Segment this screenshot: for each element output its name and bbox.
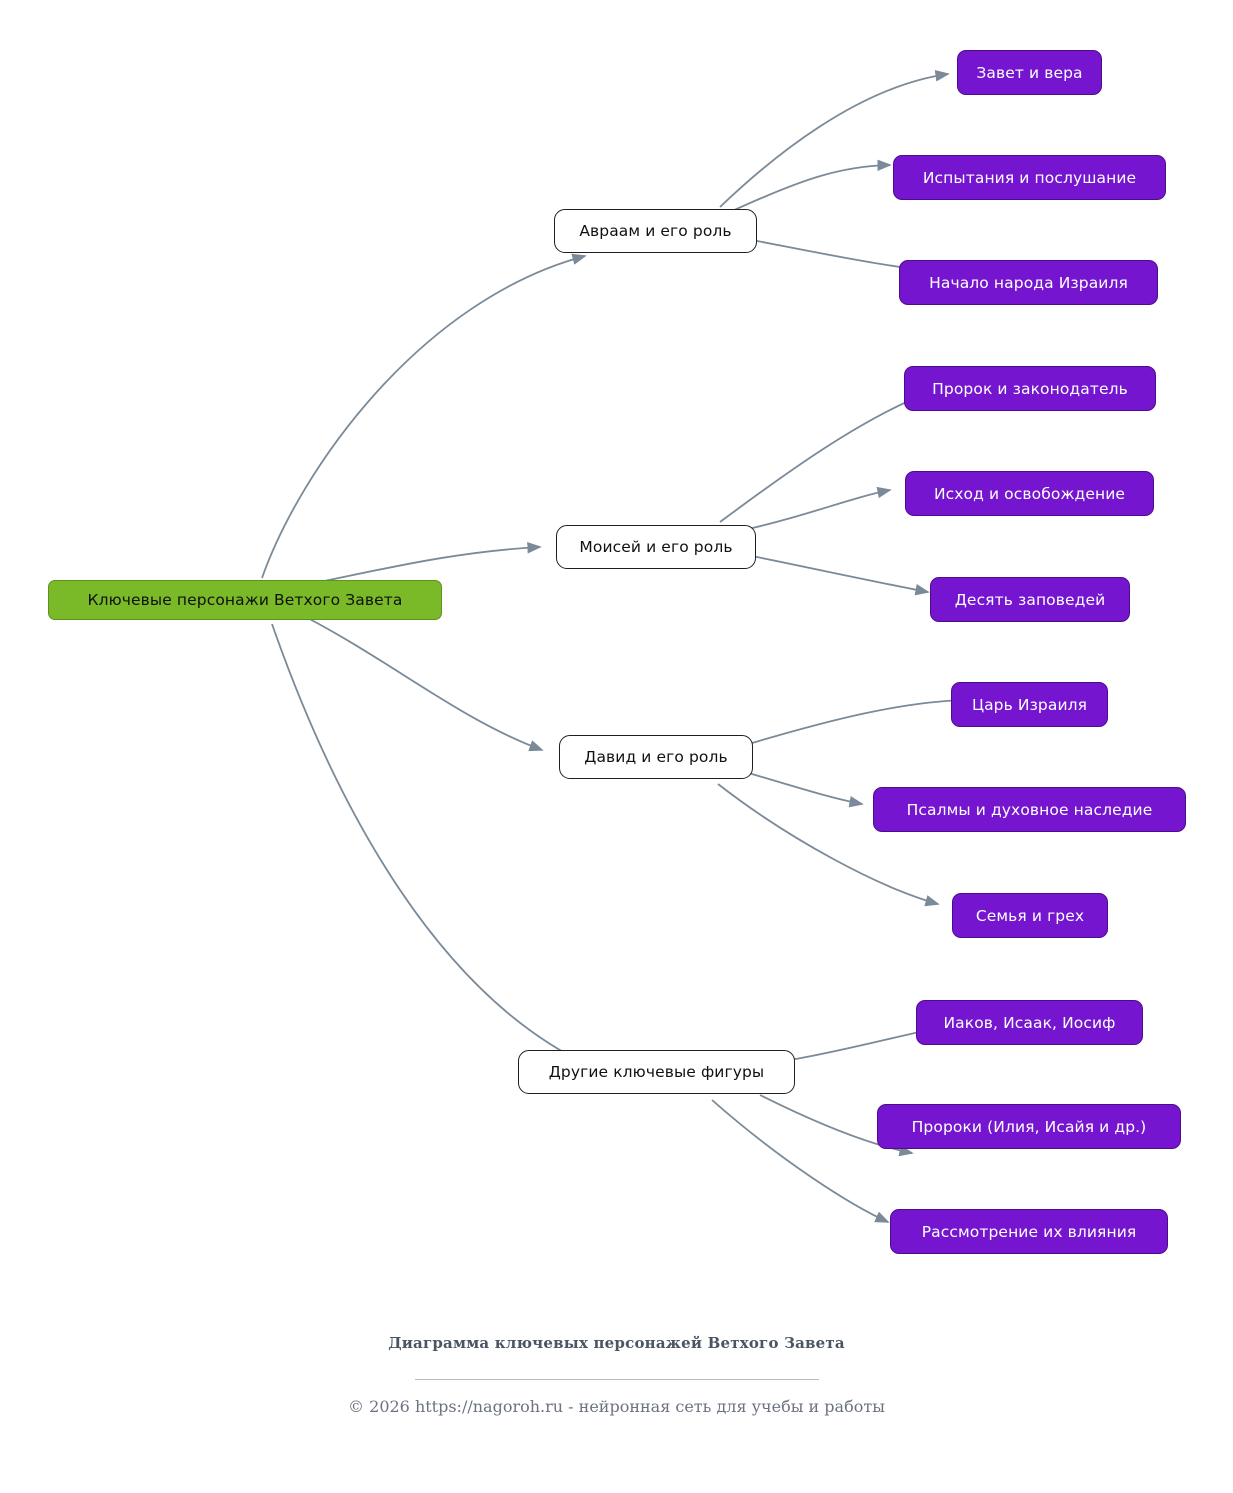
node-leaf-prophets[interactable] [877, 1104, 1181, 1149]
node-leaf-exodus[interactable] [905, 471, 1154, 516]
edge-abraham-trials [730, 165, 890, 212]
node-branch-others[interactable] [518, 1050, 795, 1094]
edge-root-david [300, 614, 542, 750]
node-leaf-nation-label: Начало народа Израиля [929, 273, 1128, 292]
node-branch-moses-label: Моисей и его роль [579, 538, 733, 556]
node-leaf-influence-label: Рассмотрение их влияния [921, 1222, 1137, 1241]
edge-moses-prophet [720, 394, 925, 522]
footer-divider [415, 1379, 819, 1380]
node-leaf-family-sin[interactable] [952, 893, 1108, 938]
edge-root-others [272, 624, 588, 1065]
node-branch-david[interactable] [559, 735, 753, 779]
node-leaf-influence[interactable] [890, 1209, 1168, 1254]
node-root[interactable] [48, 580, 442, 620]
node-leaf-exodus-label: Исход и освобождение [933, 484, 1126, 503]
footer-text: © 2026 https://nagoroh.ru - нейронная сеть для учебы и работы [348, 1397, 885, 1416]
node-leaf-jacob-isaac-joseph-label: Иаков, Исаак, Иосиф [943, 1013, 1116, 1032]
node-leaf-prophet-lawgiver-label: Пророк и законодатель [932, 379, 1128, 398]
edge-david-king [752, 700, 965, 743]
node-branch-others-label: Другие ключевые фигуры [548, 1063, 765, 1081]
diagram-caption: Диаграмма ключевых персонажей Ветхого Завета [388, 1334, 845, 1352]
node-branch-david-label: Давид и его роль [584, 748, 728, 766]
node-root-label: Ключевые персонажи Ветхого Завета [87, 591, 403, 609]
edge-root-abraham [262, 256, 585, 578]
edge-moses-commandments [752, 556, 928, 592]
node-leaf-prophet-lawgiver[interactable] [904, 366, 1156, 411]
node-leaf-king-label: Царь Израиля [971, 695, 1088, 714]
node-branch-abraham-label: Авраам и его роль [579, 222, 732, 240]
node-leaf-king[interactable] [951, 682, 1108, 727]
node-leaf-trials-label: Испытания и послушание [922, 168, 1137, 187]
node-leaf-prophets-label: Пророки (Илия, Исайя и др.) [911, 1117, 1147, 1136]
node-leaf-covenant-label: Завет и вера [976, 63, 1083, 82]
node-leaf-psalms-label: Псалмы и духовное наследие [906, 800, 1153, 819]
edge-moses-exodus [740, 490, 890, 531]
node-leaf-trials[interactable] [893, 155, 1166, 200]
node-branch-abraham[interactable] [554, 209, 757, 253]
node-leaf-nation[interactable] [899, 260, 1158, 305]
node-leaf-commandments-label: Десять заповедей [954, 590, 1106, 609]
edge-david-psalms [745, 772, 862, 804]
node-leaf-commandments[interactable] [930, 577, 1130, 622]
node-leaf-covenant[interactable] [957, 50, 1102, 95]
node-leaf-jacob-isaac-joseph[interactable] [916, 1000, 1143, 1045]
node-branch-moses[interactable] [556, 525, 756, 569]
node-leaf-family-sin-label: Семья и грех [975, 906, 1085, 925]
edge-others-influence [712, 1100, 888, 1222]
node-leaf-psalms[interactable] [873, 787, 1186, 832]
